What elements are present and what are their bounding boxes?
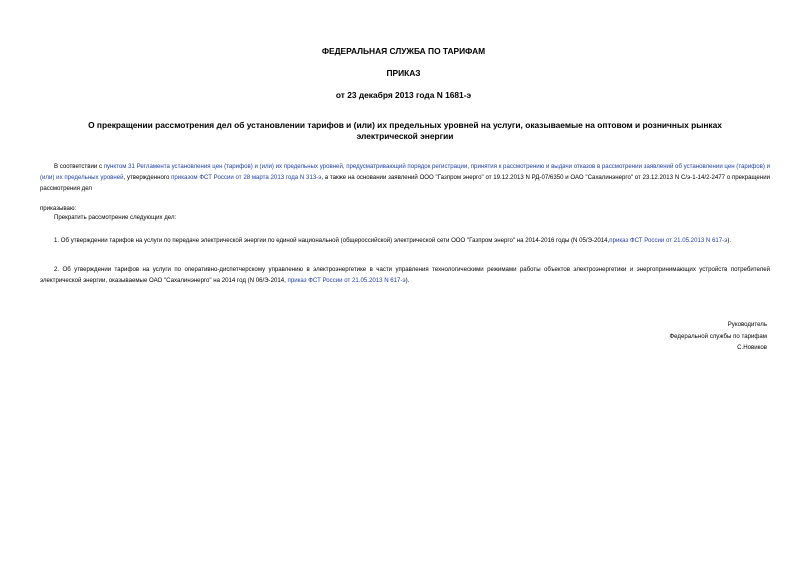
signature-name: С.Новиков — [737, 344, 767, 351]
item-2-text: 2. Об утверждении тарифов на услуги по оперативно-диспетчерскому управлению в электроэнергетике в части управления технологическими режимами работы объектов электроэнергетики и энергопринимающих устройств потребителей электрической энергии, оказываемые ОАО "Сахалинэнерго" на 2014 год (N 06/Э-2014, — [40, 266, 770, 284]
signature-agency: Федеральной службы по тарифам — [669, 332, 767, 340]
item-1-text: 1. Об утверждении тарифов на услуги по передаче электрической энергии по единой национальной (общероссийской) электрической сети ООО "Газпром энерго" на 2014-2016 годы (N 05/Э-2014, — [54, 237, 610, 244]
signature-block — [670, 319, 768, 354]
agency-name: ФЕДЕРАЛЬНАЯ СЛУЖБА ПО ТАРИФАМ — [321, 46, 486, 56]
preamble-text-1: В соответствии с — [54, 163, 104, 170]
document-date-number: от 23 декабря 2013 года N 1681-э — [335, 90, 472, 100]
signature-position: Руководитель — [727, 321, 767, 328]
regulation-link[interactable]: пунктом 31 Регламента установления цен (тарифов) и (или) их предельных уровней, предусматривающий порядок регистрации, принятия к рассмотрению и выдачи отказов в рассмотрении заявлений об установлении цен (тарифов) и (или) их предельных уровней — [40, 163, 770, 181]
item-1-paragraph — [40, 235, 770, 246]
item-1-order-link[interactable]: приказ ФСТ России от 21.05.2013 N 617-э — [609, 237, 728, 244]
document-type: ПРИКАЗ — [386, 68, 421, 78]
item-1-end: ). — [727, 237, 732, 244]
preamble-text-3: , а также на основании заявлений ООО "Газпром энерго" от 19.12.2013 N РД-07/6350 и ОАО "Сахалинэнерго" от 23.12.2013 N С/э-1-14/2-2477 о прекращении рассмотрения дел — [40, 174, 770, 192]
preamble-text-2: , утвержденного — [123, 174, 172, 181]
document-title: О прекращении рассмотрения дел об установлении тарифов и (или) их предельных уровней на услуги, оказываемые на оптовом и розничных рынках электрической энергии — [88, 120, 722, 141]
orders-label: приказываю: — [40, 205, 77, 212]
preamble-paragraph — [40, 161, 770, 194]
item-2-order-link[interactable]: приказ ФСТ России от 21.05.2013 N 617-э — [287, 277, 406, 284]
order-313-link[interactable]: приказом ФСТ России от 28 марта 2013 года N 313-э — [171, 174, 322, 181]
stop-consideration-text: Прекратить рассмотрение следующих дел: — [54, 214, 177, 221]
item-2-end: ). — [405, 277, 410, 284]
item-2-paragraph — [40, 264, 770, 286]
